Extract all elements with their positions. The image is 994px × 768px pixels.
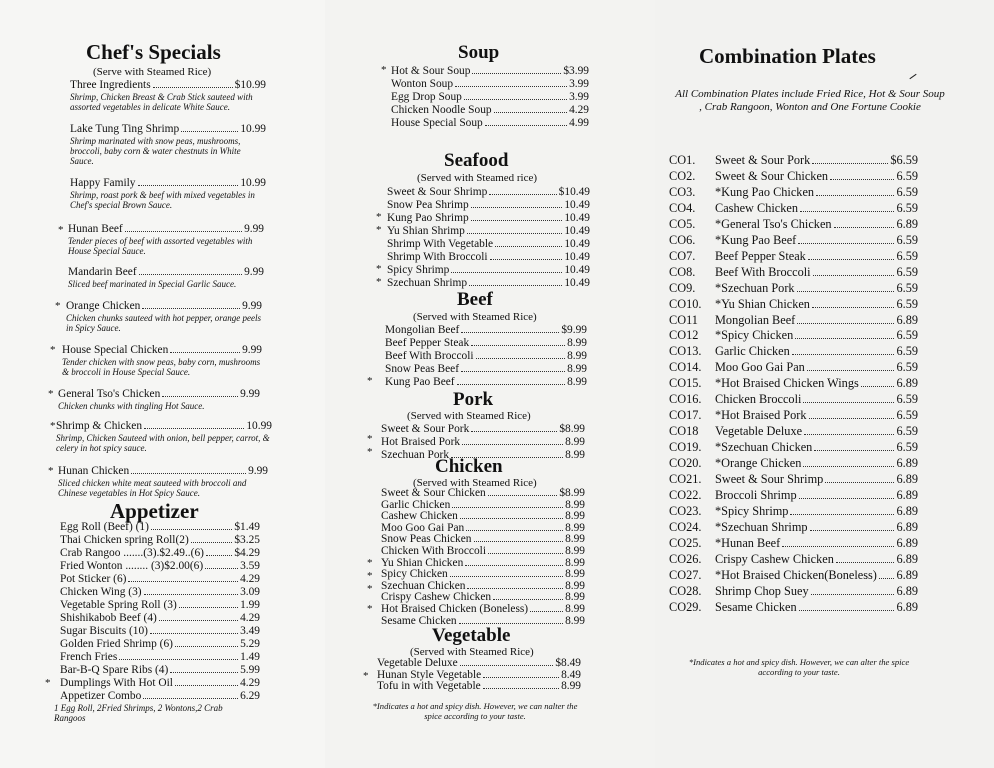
soup-item: Egg Drop Soup 3.99 [391,91,589,103]
spicy-star: * [367,557,373,569]
seafood-item: Shrimp With Broccoli 10.49 [387,251,590,263]
combination-title: Combination Plates [699,44,876,68]
combo-item: CO21. Sweet & Sour Shrimp 6.89 [669,472,918,487]
spicy-note: *Indicates a hot and spicy dish. However, we can alter the spice according to your taste. [688,657,910,677]
spicy-star: * [367,375,373,387]
combo-item: CO16. Chicken Broccoli 6.59 [669,392,918,407]
soup-item: Chicken Noodle Soup 4.29 [391,104,589,116]
appetizer-item: Thai Chicken spring Roll(2) $3.25 [60,534,260,546]
appetizer-item: Pot Sticker (6) 4.29 [60,573,260,585]
spicy-star: * [376,224,382,236]
spicy-star: * [50,344,56,356]
chicken-list [381,488,585,627]
vegetable-subtitle: (Served with Steamed Rice) [410,646,534,658]
appetizer-item: Chicken Wing (3) 3.09 [60,586,260,598]
combo-item: CO19. *Szechuan Chicken 6.59 [669,440,918,455]
left-panel [0,0,325,768]
appetizer-item: Egg Roll (Beef) (1) $1.49 [60,521,260,533]
chefs-item: House Special Chicken 9.99 Tender chicken with snow peas, baby corn, mushrooms & broccoli in House Special Sauce. [62,344,262,377]
appetizer-item: Appetizer Combo 6.29 [60,690,260,702]
combo-item: CO28. Shrimp Chop Suey 6.89 [669,583,918,598]
chicken-item: Sesame Chicken 8.99 [381,614,585,627]
chefs-specials-title: Chef's Specials [86,40,221,64]
spicy-star: * [48,465,54,477]
spicy-star: * [58,224,64,236]
combo-item: CO4. Cashew Chicken 6.59 [669,200,918,215]
pork-item: Hot Braised Pork 8.99 [381,436,585,448]
spicy-star: * [367,583,373,595]
combo-item: CO17. *Hot Braised Pork 6.59 [669,408,918,423]
chefs-specials-subtitle: (Serve with Steamed Rice) [93,66,212,78]
spicy-star: * [363,670,369,682]
combo-item: CO6. *Kung Pao Beef 6.59 [669,232,918,247]
chicken-item: Sweet & Sour Chicken $8.99 [381,487,585,499]
combo-item: CO23. *Spicy Shrimp 6.89 [669,503,918,518]
chefs-item: Mandarin Beef 9.99 Sliced beef marinated in Special Garlic Sauce. [68,266,264,289]
combination-intro: All Combination Plates include Fried Rice, Hot & Sour Soup , Crab Rangoon, Wonton and One Fortune Cookie [675,88,945,113]
combo-item: CO22. Broccoli Shrimp 6.89 [669,488,918,503]
chicken-item: Szechuan Chicken 8.99 [381,579,585,592]
right-panel [655,0,994,768]
chicken-item: Moo Goo Gai Pan 8.99 [381,521,585,534]
chicken-item: Chicken With Broccoli 8.99 [381,544,585,557]
appetizer-item: Golden Fried Shrimp (6) 5.29 [60,638,260,650]
combo-item: CO14. Moo Goo Gai Pan 6.59 [669,360,918,375]
chicken-item: Yu Shian Chicken 8.99 [381,556,585,569]
spicy-star: * [367,603,373,615]
combo-item: CO5. *General Tso's Chicken 6.89 [669,216,918,231]
combo-item: CO15. *Hot Braised Chicken Wings 6.89 [669,376,918,391]
vegetable-item: Tofu in with Vegetable 8.99 [377,680,581,693]
chicken-item: Snow Peas Chicken 8.99 [381,533,585,546]
spicy-star: * [48,388,54,400]
appetizer-list [60,521,260,703]
chefs-item: Lake Tung Ting Shrimp 10.99 Shrimp marinated with snow peas, mushrooms, broccoli, baby corn & water chestnuts in White Sauce. [70,123,266,166]
spicy-star: * [381,64,387,76]
soup-item: Wonton Soup 3.99 [391,78,589,90]
combo-item: CO1. Sweet & Sour Pork $6.59 [669,153,918,167]
beef-title: Beef [457,289,493,310]
spicy-star: * [45,677,51,689]
beef-item: Mongolian Beef $9.99 [385,324,587,336]
spicy-star: * [376,211,382,223]
chicken-item: Spicy Chicken 8.99 [381,568,585,581]
combo-item: CO12 *Spicy Chicken 6.59 [669,328,918,343]
appetizer-combo-desc: 1 Egg Roll, 2Fried Shrimps, 2 Wontons,2 Crab Rangoos [54,703,223,723]
spicy-star: * [367,446,373,458]
soup-list [391,65,589,130]
beef-item: Beef With Broccoli 8.99 [385,350,587,362]
vegetable-item: Hunan Style Vegetable 8.49 [377,668,581,681]
appetizer-item: Dumplings With Hot Oil 4.29 [60,677,260,689]
chicken-item: Hot Braised Chicken (Boneless) 8.99 [381,602,585,615]
combo-item: CO9. *Szechuan Pork 6.59 [669,280,918,295]
chicken-subtitle: (Served with Steamed Rice) [413,477,537,489]
combo-item: CO26. Crispy Cashew Chicken 6.89 [669,551,918,566]
chicken-title: Chicken [435,456,503,477]
spicy-star: * [50,420,56,432]
vegetable-item: Vegetable Deluxe $8.49 [377,657,581,669]
seafood-item: Szechuan Shrimp 10.49 [387,277,590,289]
combo-item: CO18 Vegetable Deluxe 6.59 [669,424,918,439]
chefs-item: Shrimp & Chicken 10.99 Shrimp, Chicken Sauteed with onion, bell pepper, carrot, & celery in hot spicy sauce. [56,420,272,453]
seafood-item: Yu Shian Shrimp 10.49 [387,225,590,237]
spicy-star: * [367,433,373,445]
chefs-item: General Tso's Chicken 9.99 Chicken chunks with tingling Hot Sauce. [58,388,260,411]
appetizer-item: Vegetable Spring Roll (3) 1.99 [60,599,260,611]
pork-item: Szechuan Pork 8.99 [381,449,585,461]
pork-item: Sweet & Sour Pork $8.99 [381,423,585,435]
appetizer-item: Crab Rangoo .......(3).$2.49..(6) $4.29 [60,547,260,559]
spicy-star: * [367,570,373,582]
middle-panel [325,0,655,768]
combo-item: CO20. *Orange Chicken 6.89 [669,456,918,471]
beef-item: Beef Pepper Steak 8.99 [385,337,587,349]
combo-item: CO11 Mongolian Beef 6.89 [669,312,918,327]
combo-item: CO24. *Szechuan Shrimp 6.89 [669,519,918,534]
combo-item: CO3. *Kung Pao Chicken 6.59 [669,184,918,199]
combo-item: CO2. Sweet & Sour Chicken 6.59 [669,168,918,183]
combo-item: CO10. *Yu Shian Chicken 6.59 [669,296,918,311]
combo-item: CO25. *Hunan Beef 6.89 [669,535,918,550]
combo-item: CO27. *Hot Braised Chicken(Boneless) 6.89 [669,567,918,582]
chicken-item: Cashew Chicken 8.99 [381,510,585,523]
soup-item: House Special Soup 4.99 [391,117,589,129]
appetizer-item: Sugar Biscuits (10) 3.49 [60,625,260,637]
seafood-item: Spicy Shrimp 10.49 [387,264,590,276]
seafood-title: Seafood [444,150,509,171]
spicy-note: *Indicates a hot and spicy dish. However, we can nalter the spice according to your taste. [372,701,578,721]
seafood-item: Sweet & Sour Shrimp $10.49 [387,186,590,198]
combo-item: CO8. Beef With Broccoli 6.59 [669,264,918,279]
seafood-item: Kung Pao Shrimp 10.49 [387,212,590,224]
chefs-item: Three Ingredients $10.99 Shrimp, Chicken Breast & Crab Stick sauteed with assorted vegetables in delicate White Sauce. [70,79,266,112]
vegetable-title: Vegetable [432,625,511,646]
appetizer-item: Fried Wonton ........ (3)$2.00(6) 3.59 [60,560,260,572]
seafood-list [387,186,590,290]
seafood-item: Shrimp With Vegetable 10.49 [387,238,590,250]
chefs-item: Happy Family 10.99 Shrimp, roast pork & beef with mixed vegetables in Chef's special Brown Sauce. [70,177,266,210]
beef-list [385,324,587,389]
spicy-star: * [376,276,382,288]
combo-item: CO7. Beef Pepper Steak 6.59 [669,248,918,263]
appetizer-item: Shishikabob Beef (4) 4.29 [60,612,260,624]
seafood-item: Snow Pea Shrimp 10.49 [387,199,590,211]
appetizer-item: Bar-B-Q Spare Ribs (4) 5.99 [60,664,260,676]
seafood-subtitle: (Served with Steamed rice) [417,172,538,184]
chefs-item: Orange Chicken 9.99 Chicken chunks sauteed with hot pepper, orange peels in Spicy Sauce. [66,300,262,333]
spicy-star: * [376,263,382,275]
soup-item: Hot & Sour Soup $3.99 [391,65,589,77]
chicken-item: Garlic Chicken 8.99 [381,498,585,511]
pork-title: Pork [453,389,494,410]
combo-item: CO29. Sesame Chicken 6.89 [669,599,918,614]
pork-subtitle: (Served with Steamed Rice) [407,410,531,422]
beef-item: Kung Pao Beef 8.99 [385,376,587,388]
vegetable-list [377,658,581,693]
soup-title: Soup [458,42,500,63]
appetizer-item: French Fries 1.49 [60,651,260,663]
chefs-item: Hunan Beef 9.99 Tender pieces of beef with assorted vegetables with House Special Sauce. [68,223,264,256]
chicken-item: Crispy Cashew Chicken 8.99 [381,591,585,604]
appetizer-title: Appetizer [110,499,199,523]
combo-item: CO13. Garlic Chicken 6.59 [669,344,918,359]
chefs-item: Hunan Chicken 9.99 Sliced chicken white meat sauteed with broccoli and Chinese vegetables in Hot Spicy Sauce. [58,465,268,498]
slash-mark [909,74,916,79]
beef-item: Snow Peas Beef 8.99 [385,363,587,375]
combination-list [669,153,918,616]
spicy-star: * [55,300,61,312]
beef-subtitle: (Served with Steamed Rice) [413,311,537,323]
